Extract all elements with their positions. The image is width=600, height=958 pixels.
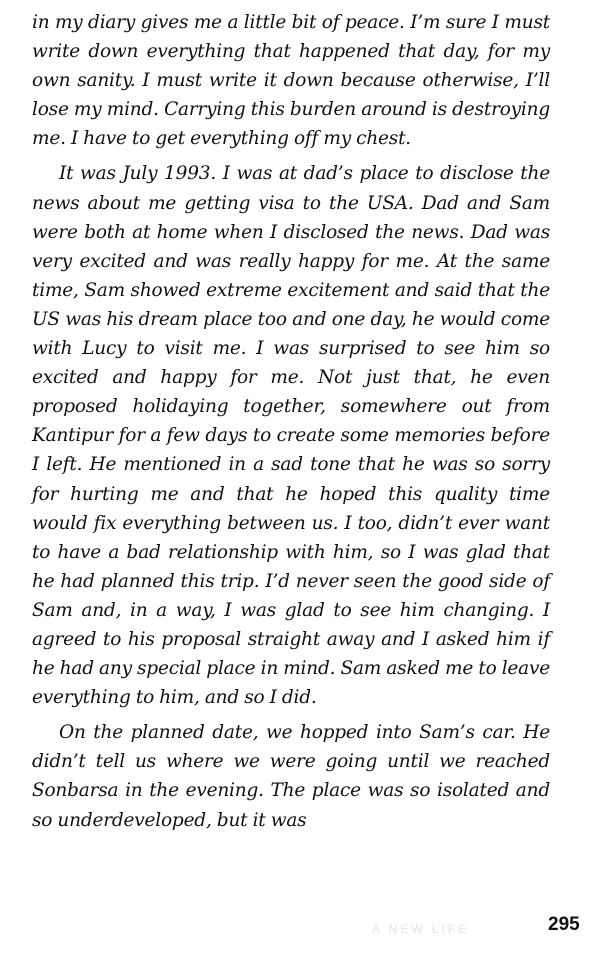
paragraph-july-1993: It was July 1993. I was at dad’s place to disclose the news about me getting visa to the USA. Dad and Sam were both at home when I disclosed the news. Dad was very excited and was really happy for me. At the same time, Sam showed extreme excitement and said that the US was his dream place too and one day, he would come with Lucy to visit me. I was surprised to see him so excited and happy for me. Not just that, he even proposed holidaying together, somewhere out from Kantipur for a few days to create some memories before I left. He mentioned in a sad tone that he was so sorry for hurting me and that he hoped this quality time would fix everything between us. I too, didn’t ever want to have a bad relationship with him, so I was glad that he had planned this trip. I’d never seen the good side of Sam and, in a way, I was glad to see him changing. I agreed to his proposal straight away and I asked him if he had any special place in mind. Sam asked me to leave everything to him, and so I did. [32,163,550,709]
body-text [32,8,550,835]
paragraph-continued: in my diary gives me a little bit of peace. I’m sure I must write down everything that happened that day, for my own sanity. I must write it down because otherwise, I’ll lose my mind. Carrying this burden around is destroying me. I have to get everything off my chest. [32,12,550,150]
paragraph-planned-date: On the planned date, we hopped into Sam’s car. He didn’t tell us where we were going until we reached Sonbarsa in the evening. The place was so isolated and so underdeveloped, but it was [32,722,550,831]
page-number: 295 [548,914,580,935]
running-head: A NEW LIFE [372,922,470,936]
